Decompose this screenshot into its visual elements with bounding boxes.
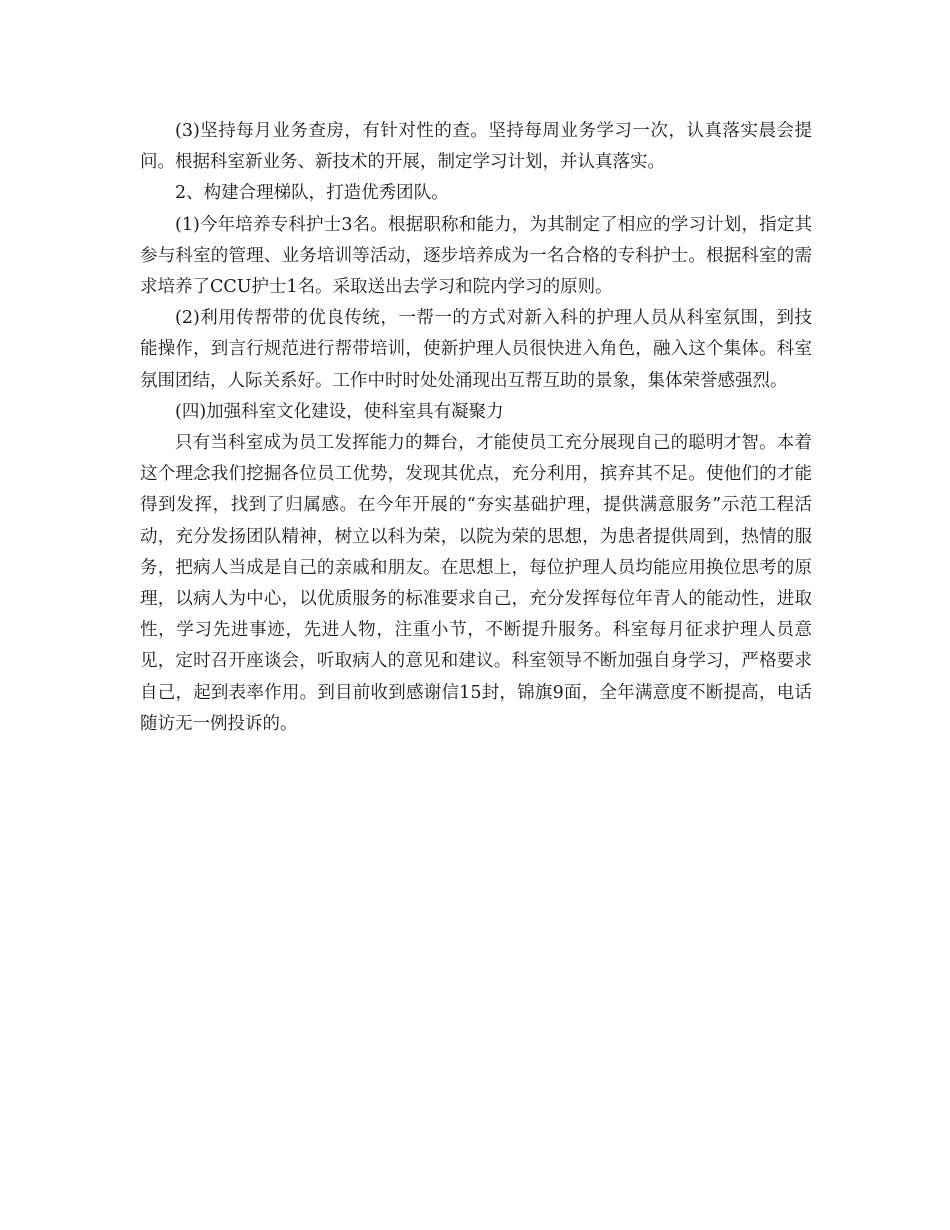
paragraph-culture-body: 只有当科室成为员工发挥能力的舞台，才能使员工充分展现自己的聪明才智。本着这个理念我们挖掘各位员工优势，发现其优点，充分利用，摈弃其不足。使他们的才能得到发挥，找到了归属感。在今年开展的“夯实基础护理，提供满意服务”示范工程活动，充分发扬团队精神，树立以科为荣，以院为荣的思想，为患者提供周到，热情的服务，把病人当成是自己的亲戚和朋友。在思想上，每位护理人员均能应用换位思考的原理，以病人为中心，以优质服务的标准要求自己，充分发挥每位年青人的能动性，进取性，学习先进事迹，先进人物，注重小节，不断提升服务。科室每月征求护理人员意见，定时召开座谈会，听取病人的意见和建议。科室领导不断加强自身学习，严格要求自己，起到表率作用。到目前收到感谢信15封，锦旗9面，全年满意度不断提高，电话随访无一例投诉的。 xyxy=(140,433,812,734)
paragraph-mentoring: (2)利用传帮带的优良传统，一帮一的方式对新入科的护理人员从科室氛围，到技能操作，到言行规范进行帮带培训，使新护理人员很快进入角色，融入这个集体。科室氛围团结，人际关系好。工作中时时处处涌现出互帮互助的景象，集体荣誉感强烈。 xyxy=(140,308,812,391)
document-body xyxy=(140,116,812,740)
paragraph-ward-rounds: (3)坚持每月业务查房，有针对性的查。坚持每周业务学习一次，认真落实晨会提问。根据科室新业务、新技术的开展，制定学习计划，并认真落实。 xyxy=(140,121,812,173)
paragraph-culture-heading: (四)加强科室文化建设，使科室具有凝聚力 xyxy=(175,401,504,422)
paragraph-team-building-heading: 2、构建合理梯队，打造优秀团队。 xyxy=(175,183,449,204)
paragraph-specialist-nurses: (1)今年培养专科护士3名。根据职称和能力，为其制定了相应的学习计划，指定其参与科室的管理、业务培训等活动，逐步培养成为一名合格的专科护士。根据科室的需求培养了CCU护士1名。采取送出去学习和院内学习的原则。 xyxy=(140,214,812,298)
